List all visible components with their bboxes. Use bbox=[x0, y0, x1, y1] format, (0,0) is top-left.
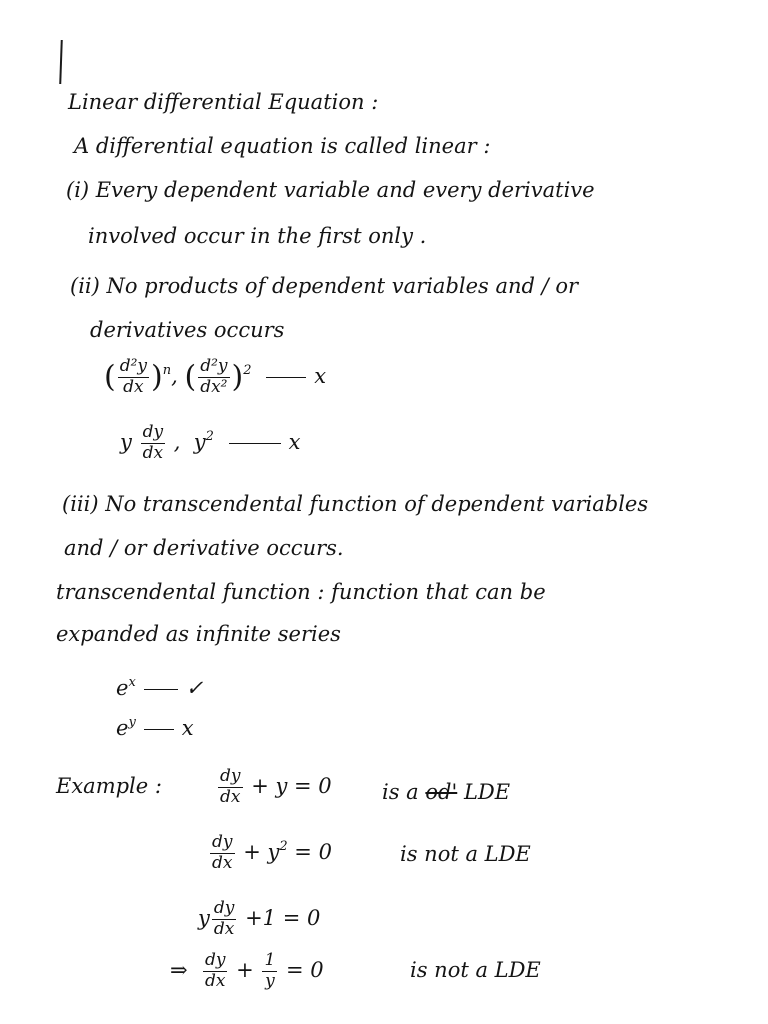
fraction-dy-dx: $\frac{dy}{dx}$ bbox=[142, 422, 164, 463]
example-equation-2: $\frac{dy}{dx}$ + $y^2 = 0$ bbox=[212, 832, 332, 873]
nonlinear-derivative-powers: ( $\frac{\text{d²y}}{dx}$ )$^n$, ( $\frac{\text{d²y}}{\text{dx²}}$ )$^2$ x bbox=[104, 356, 327, 397]
definition-line: A differential equation is called linear : bbox=[74, 134, 491, 158]
example-equation-1: $\frac{dy}{dx}$ + y = 0 bbox=[220, 766, 332, 807]
fraction-1-y: $\frac{1}{y}$ bbox=[264, 950, 276, 991]
heading: Linear differential Equation : bbox=[68, 90, 379, 114]
fraction-dy-dx: $\frac{dy}{dx}$ bbox=[212, 832, 233, 873]
dash bbox=[229, 443, 281, 444]
condition-3-line-2: and / or derivative occurs. bbox=[64, 536, 344, 560]
exponential-e-y: $e^y$ x bbox=[116, 715, 194, 740]
implies-arrow: ⇒ bbox=[170, 957, 188, 982]
example-1-note: is a od' LDE bbox=[382, 780, 511, 804]
condition-1-line-1: (i) Every dependent variable and every derivative bbox=[66, 178, 595, 202]
fraction-d2y-dx: $\frac{\text{d²y}}{dx}$ bbox=[119, 356, 148, 397]
example-equation-3: y $\frac{dy}{dx}$ +1 = 0 bbox=[198, 898, 321, 939]
condition-2-line-2: derivatives occurs bbox=[90, 318, 285, 342]
margin-stroke bbox=[59, 40, 63, 84]
cross-mark: x bbox=[288, 429, 301, 454]
condition-3-line-1: (iii) No transcendental function of dependent variables bbox=[62, 492, 649, 516]
fraction-dy-dx: $\frac{dy}{dx}$ bbox=[213, 898, 235, 939]
transcendental-definition-line-1: transcendental function : function that can be bbox=[56, 580, 546, 604]
transcendental-definition-line-2: expanded as infinite series bbox=[56, 622, 341, 646]
cross-mark: x bbox=[314, 363, 327, 388]
fraction-d2y-dx2: $\frac{\text{d²y}}{\text{dx²}}$ bbox=[200, 356, 228, 397]
check-mark: ✓ bbox=[185, 676, 204, 700]
example-4-note: is not a LDE bbox=[410, 958, 541, 982]
dash bbox=[266, 377, 306, 378]
example-label: Example : bbox=[56, 774, 162, 798]
fraction-dy-dx: $\frac{dy}{dx}$ bbox=[220, 766, 241, 807]
struck-text: od' bbox=[425, 780, 458, 804]
cross-mark: x bbox=[181, 716, 194, 740]
condition-2-line-1: (ii) No products of dependent variables and / or bbox=[70, 274, 579, 298]
example-2-note: is not a LDE bbox=[400, 842, 531, 866]
exponential-e-x: $e^x$ ✓ bbox=[116, 675, 204, 700]
fraction-dy-dx: $\frac{dy}{dx}$ bbox=[204, 950, 226, 991]
condition-1-line-2: involved occur in the first only . bbox=[88, 224, 427, 248]
example-equation-4: ⇒ $\frac{dy}{dx}$ + $\frac{1}{y}$ = 0 bbox=[170, 950, 324, 991]
nonlinear-products: y $\frac{dy}{dx}$ , $y^2$ x bbox=[120, 422, 301, 463]
